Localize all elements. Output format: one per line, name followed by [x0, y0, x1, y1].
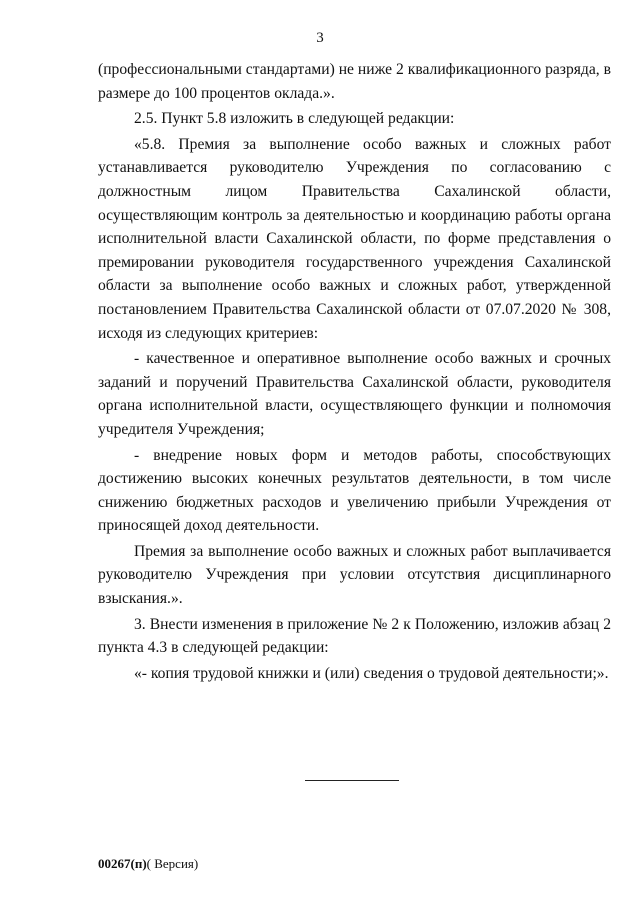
paragraph-criterion-1: - качественное и оперативное выполнение особо важных и срочных заданий и поручений Правительства Сахалинской области, руководителя органа исполнительной власти, осуществляющего функции и полномочия учредителя Учреждения; — [98, 350, 611, 438]
paragraph-item-3: 3. Внести изменения в приложение № 2 к Положению, изложив абзац 2 пункта 4.3 в следующей редакции: — [98, 615, 611, 657]
end-separator-line — [305, 780, 399, 781]
paragraph-continuation: (профессиональными стандартами) не ниже 2 квалификационного разряда, в размере до 100 процентов оклада.». — [98, 61, 611, 102]
document-code — [98, 856, 198, 872]
paragraph-quote: «- копия трудовой книжки и (или) сведения о трудовой деятельности;». — [134, 664, 609, 682]
paragraph-clause-5-8: «5.8. Премия за выполнение особо важных и сложных работ устанавливается руководителю Учреждения по согласованию с должностным лицом Правительства Сахалинской области, осуществляющим контроль за деятельностью и координацию работы органа исполнительной власти Сахалинской области, по форме представления о премировании руководителя государственного учреждения Сахалинской области за выполнение особо важных и сложных работ, утвержденной постановлением Правительства Сахалинской области от 07.07.2020 № 308, исходя из следующих критериев: — [98, 135, 611, 342]
document-body — [98, 58, 611, 685]
document-code-number: 00267(п) — [98, 856, 147, 871]
paragraph-criterion-2: - внедрение новых форм и методов работы, способствующих достижению высоких конечных результатов деятельности, в том числе снижению бюджетных расходов и увеличению прибыли Учреждения от приносящей доход деятельности. — [98, 446, 611, 535]
page-number: 3 — [316, 30, 324, 46]
document-version-note: ( Версия) — [146, 856, 199, 871]
paragraph-item-2-5: 2.5. Пункт 5.8 изложить в следующей редакции: — [134, 110, 455, 128]
paragraph-bonus-condition: Премия за выполнение особо важных и сложных работ выплачивается руководителю Учреждения при условии отсутствия дисциплинарного взыскания.». — [98, 542, 611, 608]
